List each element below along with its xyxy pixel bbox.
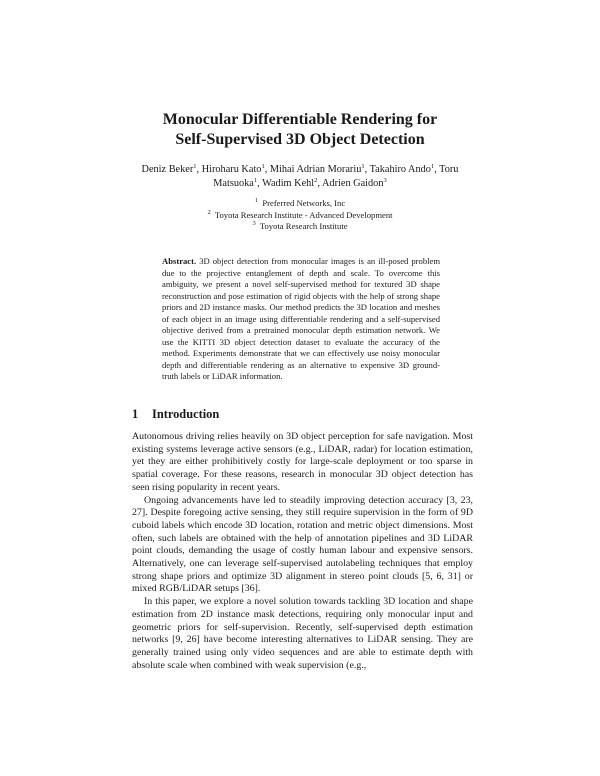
paper-title-line-1: Monocular Differentiable Rendering for — [162, 111, 438, 128]
affiliation: $^3$ Toyota Research Institute — [252, 220, 348, 231]
paper-title-line-2: Self-Supervised 3D Object Detection — [175, 131, 425, 148]
affiliation-list — [150, 198, 450, 233]
paragraph: Ongoing advancements have led to steadily improving detection accuracy [3, 23, 27]. Despite foregoing active sensing, they still require supervision in the form of 9D cuboid labels which encode 3D location, rotation and metric object dimensions. Most often, such labels are obtained with the help of annotation pipelines and 3D LiDAR point clouds, demanding the usage of costly human labour and expensive sensors. Alternatively, one can leverage self-supervised autolabeling techniques that employ strong shape priors and optimize 3D alignment in stereo point clouds [5, 6, 31] or mixed RGB/LiDAR setups [36]. — [132, 494, 473, 595]
abstract-label: Abstract. — [162, 256, 197, 266]
section-number: 1 — [132, 407, 139, 421]
paper-title — [90, 110, 510, 150]
author: Wadim Kehl$^2$, — [262, 177, 322, 189]
paragraph: Autonomous driving relies heavily on 3D object perception for safe navigation. Most existing systems leverage active sensors (e.g., LiDAR, radar) for location estimation, yet they are either prohibitively costly for large-scale deployment or too sparse in spatial coverage. For these reasons, research in monocular 3D object detection has seen rising popularity in recent years. — [132, 431, 473, 493]
affiliation: $^2$ Toyota Research Institute - Advanced Development — [207, 208, 393, 220]
affiliation: $^1$ Preferred Networks, Inc — [254, 197, 346, 208]
paragraph: In this paper, we explore a novel solution towards tackling 3D location and shape estimation from 2D instance mask detections, requiring only monocular input and geometric priors for self-supervision. Recently, self-supervised depth estimation networks [9, 26] have become interesting alternatives to LiDAR sensing. They are generally trained using only video sequences and are able to estimate depth with absolute scale when combined with weak supervision (e.g., — [132, 596, 473, 671]
author: Toru Matsuoka$^1$, — [213, 164, 459, 189]
section-body — [132, 431, 473, 672]
abstract — [162, 256, 440, 383]
author: Adrien Gaidon$^3$ — [322, 177, 387, 189]
author-list — [128, 163, 472, 191]
author: Hiroharu Kato$^1$, — [201, 163, 270, 175]
abstract-text: 3D object detection from monocular images is an ill-posed problem due to the projective entanglement of depth and scale. To overcome this ambiguity, we present a novel self-supervised method for textured 3D shape reconstruction and pose estimation of rigid objects with the help of strong shape priors and 2D instance masks. Our method predicts the 3D location and meshes of each object in an image using differentiable rendering and a self-supervised objective derived from a pretrained monocular depth estimation network. We use the KITTI 3D object detection dataset to evaluate the accuracy of the method. Experiments demonstrate that we can effectively use noisy monocular depth and differentiable rendering as an alternative to expensive 3D ground-truth labels or LiDAR information. — [162, 256, 441, 381]
author: Deniz Beker$^1$, — [141, 163, 202, 175]
author: Takahiro Ando$^1$, — [369, 163, 440, 175]
author: Mihai Adrian Morariu$^1$, — [269, 163, 370, 175]
section-title: Introduction — [152, 407, 220, 421]
section-heading — [132, 406, 472, 422]
